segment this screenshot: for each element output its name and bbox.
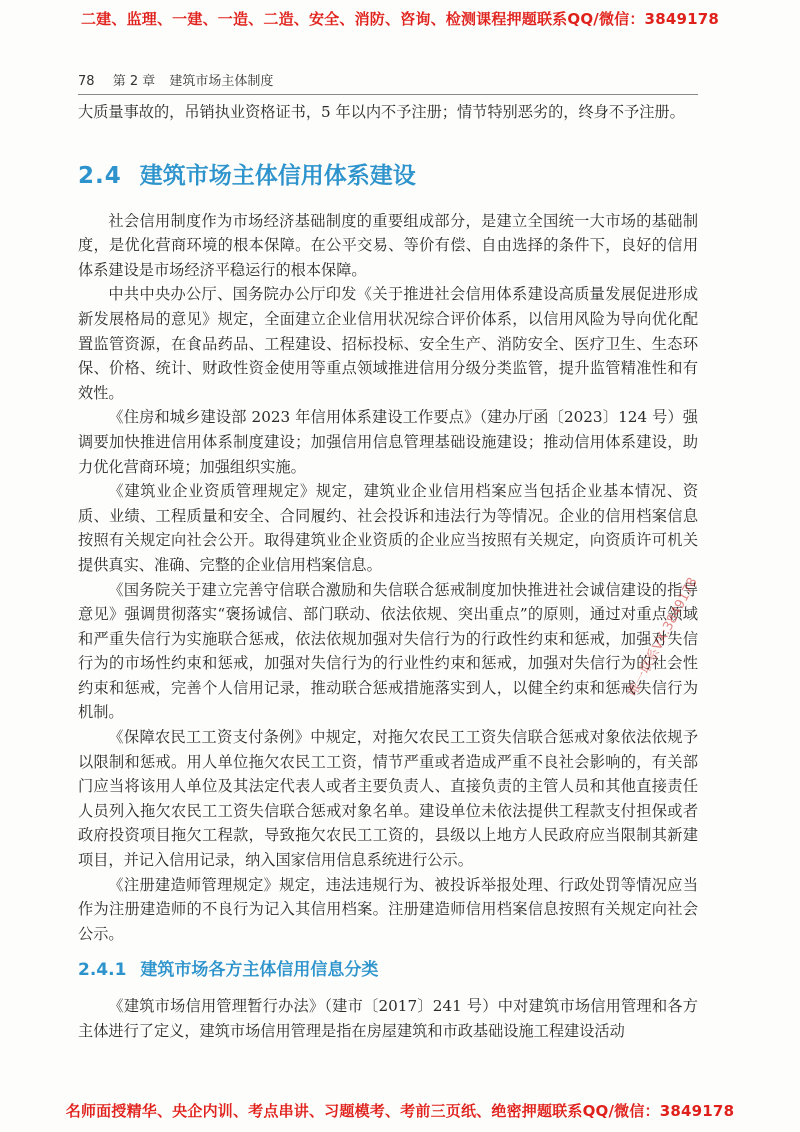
paragraph-6: 《保障农民工工资支付条例》中规定，对拖欠农民工工资失信联合惩戒对象依法依规予以限制和惩戒。用人单位拖欠农民工工资，情节严重或者造成严重不良社会影响的，有关部门应当将该用人单位及其法定代表人或者主要负责人、直接负责的主管人员和其他直接责任人员列入拖欠农民工工资失信联合惩戒对象名单。建设单位未依法提供工程款支付担保或者政府投资项目拖欠工程款，导致拖欠农民工工资的，县级以上地方人民政府应当限制其新建项目，并记入信用记录，纳入国家信用信息系统进行公示。: [78, 728, 698, 870]
chapter-label: 第 2 章: [112, 74, 156, 89]
side-watermark: 唯一联系VX:3849178: [625, 575, 701, 699]
paragraph-last: 《建筑市场信用管理暂行办法》（建市〔2017〕241 号）中对建筑市场信用管理和各方主体进行了定义，建筑市场信用管理是指在房屋建筑和市政基础设施工程建设活动: [78, 997, 698, 1040]
paragraph-7: 《注册建造师管理规定》规定，违法违规行为、被投诉举报处理、行政处罚等情况应当作为注册建造师的不良行为记入其信用档案。注册建造师信用档案信息按照有关规定向社会公示。: [78, 875, 698, 943]
top-banner: 二建、监理、一建、一造、二造、安全、消防、咨询、检测课程押题联系QQ/微信：3849178: [80, 10, 720, 28]
paragraph-5: 《国务院关于建立完善守信联合激励和失信联合惩戒制度加快推进社会诚信建设的指导意见》强调贯彻落实“褒扬诚信、部门联动、依法依规、突出重点”的原则，通过对重点领域和严重失信行为实施联合惩戒，依法依规加强对失信行为的行政性约束和惩戒，加强对失信行为的市场性约束和惩戒，加强对失信行为的行业性约束和惩戒，加强对失信行为的社会性约束和惩戒，完善个人信用记录，推动联合惩戒措施落实到人，以健全约束和惩戒失信行为机制。: [78, 580, 698, 722]
page-header: [78, 70, 698, 89]
section-heading: [78, 161, 698, 191]
page-number: 78: [78, 74, 95, 89]
paragraph-2: 中共中央办公厅、国务院办公厅印发《关于推进社会信用体系建设高质量发展促进形成新发展格局的意见》规定，全面建立企业信用状况综合评价体系，以信用风险为导向优化配置监管资源，在食品药品、工程建设、招标投标、安全生产、消防安全、医疗卫生、生态环保、价格、统计、财政性资金使用等重点领域推进信用分级分类监管，提升监管精准性和有效性。: [78, 285, 698, 402]
header-rule: [78, 94, 698, 95]
chapter-title: 建筑市场主体制度: [169, 74, 274, 89]
section-number: 2.4: [78, 162, 122, 189]
paragraph-3: 《住房和城乡建设部 2023 年信用体系建设工作要点》（建办厅函〔2023〕124 号）强调要加快推进信用体系制度建设；加强信用信息管理基础设施建设；推动信用体系建设，助力优化营商环境；加强组织实施。: [78, 408, 698, 476]
subsection-title: 建筑市场各方主体信用信息分类: [140, 960, 379, 981]
subsection-number: 2.4.1: [78, 960, 127, 981]
intro-paragraph: 大质量事故的，吊销执业资格证书，5 年以内不予注册；情节特别恶劣的，终身不予注册。: [78, 103, 685, 121]
paragraph-1: 社会信用制度作为市场经济基础制度的重要组成部分，是建立全国统一大市场的基础制度，是优化营商环境的根本保障。在公平交易、等价有偿、自由选择的条件下，良好的信用体系建设是市场经济平稳运行的根本保障。: [78, 211, 698, 279]
page-body: [78, 100, 698, 1044]
paragraph-4: 《建筑业企业资质管理规定》规定，建筑业企业信用档案应当包括企业基本情况、资质、业绩、工程质量和安全、合同履约、社会投诉和违法行为等情况。企业的信用档案信息按照有关规定向社会公开。取得建筑业企业资质的企业应当按照有关规定，向资质许可机关提供真实、准确、完整的企业信用档案信息。: [78, 482, 698, 574]
subsection-heading: [78, 958, 698, 982]
bottom-banner: 名师面授精华、央企内训、考点串讲、习题模考、考前三页纸、绝密押题联系QQ/微信：3849178: [65, 1102, 735, 1120]
section-title: 建筑市场主体信用体系建设: [139, 162, 416, 189]
